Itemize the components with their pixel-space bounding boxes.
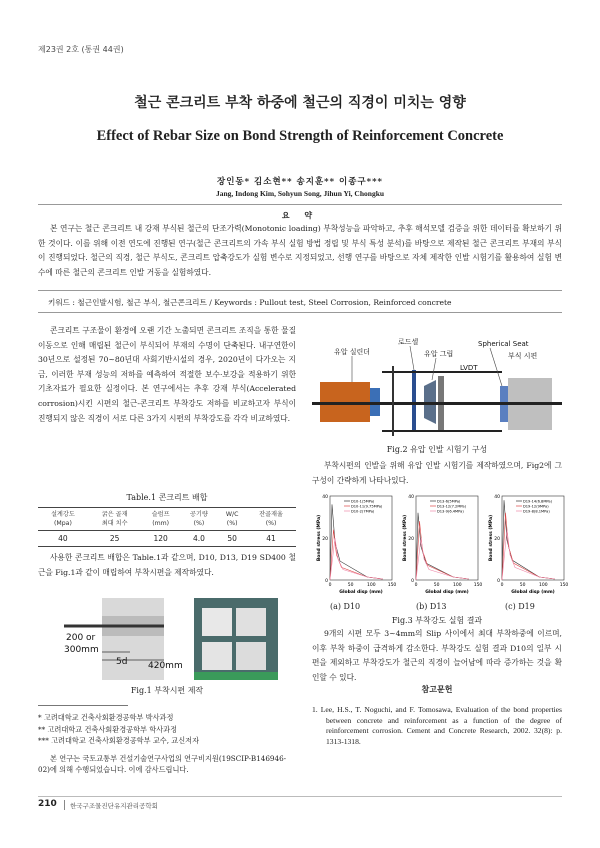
- x-axis-label: Global disp (mm): [511, 590, 555, 595]
- panel-label: (b) D13: [416, 602, 447, 611]
- table-cell: 41: [246, 531, 296, 547]
- leader-line: [490, 348, 502, 386]
- footnote: ** 고려대학교 건축사회환경공학부 학사과정: [38, 724, 178, 734]
- legend-entry: D13-6(5MPa): [437, 499, 461, 504]
- divider: [38, 312, 562, 313]
- x-tick-label: 100: [539, 583, 548, 588]
- mix-table: [38, 507, 296, 547]
- journal-name: 한국구조물진단유지관리공학회: [70, 802, 158, 810]
- x-axis-label: Global disp (mm): [339, 590, 383, 595]
- body-paragraph-4: 9개의 시편 모두 3~4mm의 Slip 사이에서 최대 부착하중에 이르며, 이후 부착 하중이 급격하게 감소한다. 부착강도 실험 결과 D10의 일부 시편을 제외하고 부착강도가 철근의 직경이 늘어남에 따라 증가하는 것을 확인할 수 있다.: [312, 629, 562, 682]
- y-tick-label: 40: [322, 495, 328, 500]
- label-seat: Spherical Seat: [478, 340, 529, 348]
- y-axis-label: Bond stress (MPa): [489, 514, 494, 562]
- y-axis-label: Bond stress (MPa): [403, 514, 408, 562]
- label-lvdt: LVDT: [460, 364, 478, 372]
- y-tick-label: 0: [497, 579, 500, 584]
- y-tick-label: 20: [322, 537, 328, 542]
- x-tick-label: 150: [559, 583, 569, 588]
- legend-entry: D19-14(6.8MPa): [523, 499, 553, 504]
- table-header: 잔골재율 (%): [246, 508, 296, 531]
- photo-block: [236, 642, 266, 670]
- label-specimen: 부식 시편: [508, 352, 538, 360]
- y-tick-label: 40: [494, 495, 500, 500]
- authors-english: Jang, Indong Kim, Sohyun Song, Jihun Yi, Chongku: [215, 189, 385, 198]
- y-axis-label: Bond stress (MPa): [317, 514, 322, 562]
- legend-entry: D10-11(9.75MPa): [351, 504, 383, 509]
- photo-block: [202, 642, 232, 670]
- label-loadcell: 로드셀: [398, 338, 419, 346]
- body-paragraph-3: 부착시편의 인발을 위해 유압 인발 시험기를 제작하였으며, Fig2에 그 구성이 간략하게 나타나있다.: [312, 461, 562, 485]
- fig3-caption: Fig.3 부착강도 실험 결과: [391, 616, 483, 625]
- table1-title: Table.1 콘크리트 배합: [126, 493, 208, 502]
- y-tick-label: 0: [325, 579, 328, 584]
- x-tick-label: 50: [347, 583, 354, 588]
- x-tick-label: 0: [328, 583, 332, 588]
- body-paragraph-1: 콘크리트 구조물이 환경에 오랜 기간 노출되면 콘크리트 조직을 통한 물질이동으로 인해 매립된 철근이 부식되어 부재의 수명이 단축된다. 내구연한이 30년으로 설정된 70~80년대 사회기반시설의 경우, 2020년이 다가오는 지금, 이러한 부재 성능의 저하를 예측하여 적절한 보수·보강을 적용하기 위한 기초자료가 필요한 실정이다. 본 연구에서는 추후 강재 부식(Accelerated corrosion)시킨 시편의 철근-콘크리트 부착강도 저하를 비교하고자 부식이 진행되지 않은 직경이 서로 다른 3가지 시편의 부착강도를 각각 비교하였다.: [38, 326, 296, 423]
- footnotes: [38, 712, 296, 776]
- bond-stress-chart: [312, 490, 569, 602]
- photo-block: [236, 608, 266, 636]
- frame-bar: [382, 371, 502, 373]
- footnote: *** 고려대학교 건축사회환경공학부 교수, 교신저자: [38, 736, 200, 745]
- panel-label: (a) D10: [330, 602, 361, 611]
- x-axis-label: Global disp (mm): [425, 590, 469, 595]
- dim-cover-label: 200 or: [66, 633, 96, 643]
- title-korean: 철근 콘크리트 부착 하중에 철근의 직경이 미치는 영향: [134, 95, 466, 111]
- dim-length-label: 420mm: [148, 661, 183, 671]
- label-grip: 유압 그립: [424, 350, 454, 358]
- x-tick-label: 100: [367, 583, 376, 588]
- x-tick-label: 150: [473, 583, 483, 588]
- panel-label: (c) D19: [505, 602, 535, 611]
- table-cell: 25: [88, 531, 142, 547]
- table-cell: 50: [218, 531, 246, 547]
- issue-header: 제23권 2호 (통권 44권): [38, 45, 124, 54]
- y-tick-label: 40: [408, 495, 414, 500]
- legend-entry: D19-12(9MPa): [523, 504, 549, 509]
- x-tick-label: 50: [519, 583, 526, 588]
- dim-bond-label: 5d: [116, 657, 128, 667]
- x-tick-label: 100: [453, 583, 462, 588]
- references-heading: 참고문헌: [421, 684, 453, 694]
- abstract-text: 본 연구는 철근 콘크리트 내 강재 부식된 철근의 단조가력(Monotonic loading) 부착성능을 파악하고, 추후 해석모델 검증을 위한 데이터를 확보하기 위한 것이다. 이를 위해 이전 연도에 진행된 연구(철근 콘크리트의 가속 부식 실험 방법 정립 및 부식 특성 분석)를 바탕으로 제작된 철근 콘크리트 부재의 부식이 진행되었다. 철근의 직경, 철근 부식도, 콘크리트 압축강도가 실험 변수로 지정되었고, 선행 연구를 바탕으로 자체 제작한 인발 시험기를 활용하여 실험 변수에 따른 철근의 콘크리트 인발 거동을 실험하였다.: [38, 224, 562, 277]
- table-header: W/C (%): [218, 508, 246, 531]
- legend-entry: D10-1(5MPa): [351, 499, 375, 504]
- frame-bar: [382, 430, 502, 432]
- body-paragraph-2: 사용한 콘크리트 배합은 Table.1과 같으며, D10, D13, D19 SD400 철근을 Fig.1과 같이 매립하여 부착시편을 제작하였다.: [38, 553, 296, 577]
- footnote: * 고려대학교 건축사회환경공학부 박사과정: [38, 713, 174, 722]
- table-header: 굵은 골재 최대 치수: [88, 508, 142, 531]
- leader-line: [410, 346, 414, 370]
- fig1-caption: Fig.1 부착시편 제작: [130, 686, 204, 695]
- table-row: [38, 531, 296, 547]
- reference-item: 1. Lee, H.S., T. Noguchi, and F. Tomosawa, Evaluation of the bond properties between concrete and reinforcement as a function of the degree of reinforcement corrosion. Cement and Concrete Research, 2002. 32(8): p. 1313-1318.: [312, 705, 562, 746]
- fig2-caption: Fig.2 유압 인발 시험기 구성: [386, 445, 488, 454]
- abstract-heading: 요 약: [281, 210, 319, 220]
- table-cell: 40: [38, 531, 88, 547]
- divider: [38, 290, 562, 291]
- photo-base: [194, 672, 278, 680]
- leader-line: [432, 358, 436, 380]
- y-tick-label: 0: [411, 579, 414, 584]
- y-tick-label: 20: [494, 537, 500, 542]
- table-header: 설계강도 (Mpa): [38, 508, 88, 531]
- pullout-tester-figure: [312, 326, 562, 440]
- page-number: 210: [38, 799, 57, 809]
- footer-rule: [38, 796, 562, 797]
- table-cell: 120: [141, 531, 179, 547]
- x-tick-label: 0: [414, 583, 418, 588]
- table-header: 공기량 (%): [180, 508, 218, 531]
- keywords: 키워드 : 철근인발시험, 철근 부식, 철근콘크리트 / Keywords : Pullout test, Steel Corrosion, Reinforced concrete: [48, 298, 452, 307]
- divider: [38, 204, 562, 205]
- specimen-figure: [64, 598, 278, 680]
- x-tick-label: 50: [433, 583, 440, 588]
- photo-block: [202, 608, 232, 636]
- table-header: 슬럼프 (mm): [141, 508, 179, 531]
- frame-rod: [392, 366, 394, 436]
- label-cylinder: 유압 실린더: [334, 348, 371, 356]
- legend-entry: D19-8(8.1MPa): [523, 509, 550, 514]
- legend-entry: D13-9(6.4MPa): [437, 509, 464, 514]
- title-english: Effect of Rebar Size on Bond Strength of Reinforcement Concrete: [96, 128, 504, 144]
- x-tick-label: 0: [500, 583, 504, 588]
- legend-entry: D10-2(7MPa): [351, 509, 375, 514]
- legend-entry: D13-12(7.2MPa): [437, 504, 467, 509]
- rebar-line: [312, 402, 562, 405]
- footer-divider: [64, 800, 65, 810]
- y-tick-label: 20: [408, 537, 414, 542]
- x-tick-label: 150: [387, 583, 397, 588]
- authors-korean: 장인동* 김소현** 송지훈** 이종구***: [217, 177, 383, 187]
- footnote-rule: [38, 705, 128, 706]
- acknowledgement: 본 연구는 국토교통부 건설기술연구사업의 연구비지원(19SCIP-B146946-02)에 의해 수행되었습니다. 이에 감사드립니다.: [38, 753, 287, 774]
- dim-cover-label: 300mm: [64, 645, 99, 655]
- load-cell: [412, 370, 416, 432]
- table-cell: 4.0: [180, 531, 218, 547]
